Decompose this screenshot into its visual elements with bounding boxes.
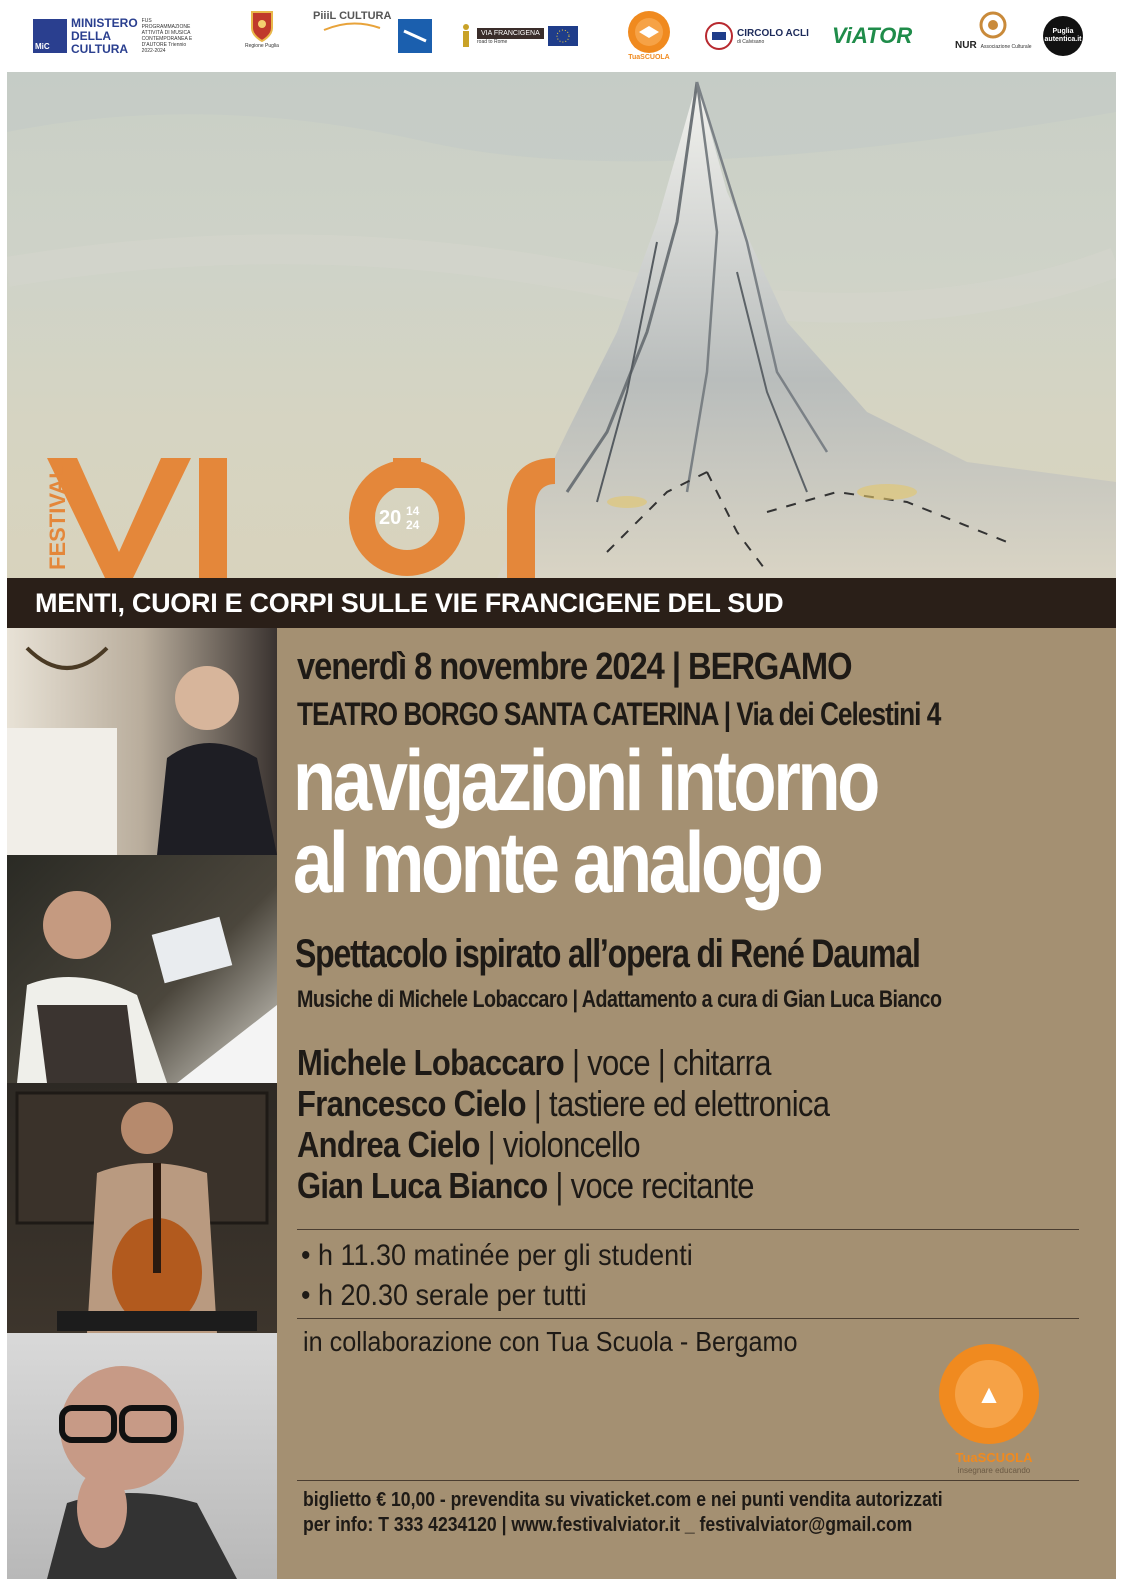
- event-title: [293, 733, 878, 911]
- hero-painting: [7, 72, 1116, 578]
- festival-vertical-label: FESTIVAL: [45, 465, 70, 570]
- tagline-band: MENTI, CUORI E CORPI SULLE VIE FRANCIGENE DEL SUD: [7, 578, 1116, 628]
- cast-item: Michele Lobaccaro | voce | chitarra: [297, 1042, 771, 1083]
- photo-michele-lobaccaro: [7, 628, 277, 855]
- nur-swirl-icon: [973, 10, 1013, 40]
- tuascuola-label: TuaSCUOLA: [955, 1450, 1033, 1465]
- photo-francesco-cielo: [7, 855, 277, 1083]
- sponsor-logo-strip: [7, 0, 1116, 72]
- viator-green-logo: [832, 10, 912, 62]
- event-subtitle: Spettacolo ispirato all’opera di René Daumal: [295, 932, 920, 976]
- divider: [297, 1318, 1079, 1319]
- regione-label: Regione Puglia: [245, 43, 279, 49]
- contact-line: per info: T 333 4234120 | www.festivalviator.it _ festivalviator@gmail.com: [303, 1514, 913, 1536]
- mountain-painting-image: [7, 72, 1116, 578]
- event-title-line1: navigazioni intorno: [293, 733, 878, 829]
- eu-council-icon: [548, 26, 578, 46]
- ministero-line3: CULTURA: [71, 41, 129, 56]
- event-title-line2: al monte analogo: [293, 815, 821, 911]
- piiil-cultura-logo: [313, 10, 391, 62]
- graduation-cap-icon: ▲: [955, 1360, 1023, 1428]
- piiil-swoosh-icon: [322, 22, 382, 32]
- regione-puglia-logo: [245, 10, 279, 62]
- viator-green-label: ViATOR: [832, 23, 913, 48]
- nur-logo: [955, 10, 1032, 62]
- via-francigena-sub: road to Rome: [477, 38, 508, 45]
- show-times: [301, 1236, 693, 1316]
- years-top-label: 14: [406, 504, 420, 518]
- piiil-label: PiiiL CULTURA: [313, 10, 392, 22]
- via-francigena-label: VIA FRANCIGENA: [477, 28, 544, 39]
- ministero-note: FUS PROGRAMMAZIONE ATTIVITÀ DI MUSICA CONTEMPORANEA E D'AUTORE Triennio 2022-2024: [141, 18, 193, 54]
- cast-item: Gian Luca Bianco | voce recitante: [297, 1165, 754, 1206]
- coat-of-arms-icon: [250, 10, 274, 42]
- cast-item: Andrea Cielo | violoncello: [297, 1124, 640, 1165]
- divider: [297, 1480, 1079, 1481]
- tuascuola-small-label: TuaSCUOLA: [628, 54, 670, 61]
- puglia-autentica-logo: [1043, 10, 1083, 62]
- poster: [7, 0, 1116, 1579]
- time-evening: • h 20.30 serale per tutti: [301, 1279, 587, 1312]
- circolo-acli-logo: [705, 10, 809, 62]
- tuascuola-small-logo: [627, 10, 671, 62]
- event-credits: Musiche di Michele Lobaccaro | Adattamento a cura di Gian Luca Bianco: [297, 986, 942, 1013]
- cast-list: [297, 1042, 829, 1206]
- divider: [297, 1229, 1079, 1230]
- via-francigena-logo: [459, 10, 578, 62]
- years-bottom-label: 24: [406, 518, 420, 532]
- event-info-panel: [277, 628, 1116, 1579]
- ministero-line2: DELLA: [71, 28, 111, 43]
- puglia-square-icon: [398, 19, 432, 53]
- event-date: venerdì 8 novembre 2024 | BERGAMO: [297, 646, 852, 688]
- puglia-blue-logo: [398, 10, 432, 62]
- cast-item: Francesco Cielo | tastiere ed elettronica: [297, 1083, 830, 1124]
- ministero-cultura-logo: [33, 10, 200, 62]
- time-matinee: • h 11.30 matinée per gli studenti: [301, 1239, 693, 1272]
- ticket-info: [303, 1488, 943, 1538]
- ministero-line1: MINISTERO: [71, 15, 138, 30]
- puglia-autentica-label: Puglia autentica.it: [1043, 16, 1083, 56]
- event-venue: TEATRO BORGO SANTA CATERINA | Via dei Celestini 4: [297, 696, 941, 732]
- photo-gian-luca-bianco: [7, 1333, 277, 1579]
- tuascuola-badge-icon: [627, 10, 671, 54]
- circolo-acli-sub: di Calvisano: [737, 38, 765, 45]
- nur-label: NUR: [955, 40, 977, 51]
- nur-sub: Associazione Culturale: [980, 44, 1032, 50]
- mic-icon: MiC: [33, 19, 67, 53]
- pilgrim-icon: [459, 23, 473, 49]
- years-left-label: 20: [379, 507, 402, 529]
- collaboration-note: in collaborazione con Tua Scuola - Bergamo: [303, 1326, 798, 1357]
- acli-emblem-icon: [705, 22, 733, 50]
- performer-photos: [7, 628, 277, 1579]
- tuascuola-badge: [939, 1344, 1039, 1444]
- circolo-acli-label: CIRCOLO ACLI: [737, 27, 809, 39]
- photo-andrea-cielo: [7, 1083, 277, 1333]
- tuascuola-motto: insegnare educando: [957, 1466, 1031, 1475]
- ticket-line: biglietto € 10,00 - prevendita su vivaticket.com e nei punti vendita autorizzati: [303, 1489, 943, 1511]
